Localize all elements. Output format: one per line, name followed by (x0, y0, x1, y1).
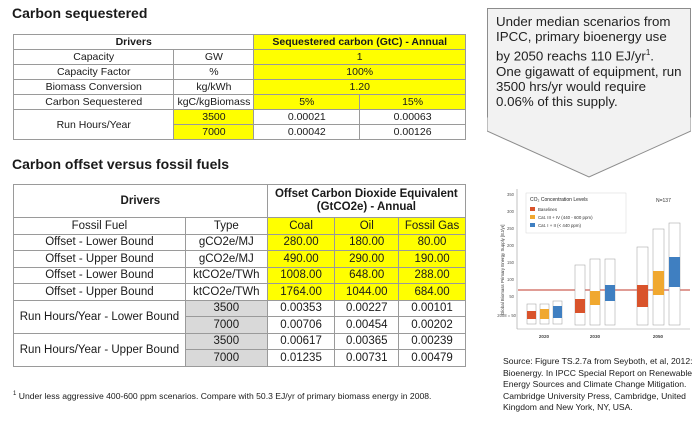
run-hours-value: 7000 (185, 350, 267, 367)
table-row (14, 267, 466, 284)
table-row (14, 80, 466, 95)
row-label: Offset - Upper Bound (14, 251, 186, 268)
header-sequestered-carbon: Sequestered carbon (GtC) - Annual (254, 35, 466, 50)
ytick: 150 (507, 260, 514, 265)
row-label: Offset - Upper Bound (14, 284, 186, 301)
figure-ylabel: Global Biomass Primary Energy Supply [EJ/yr] (500, 224, 505, 315)
bioenergy-figure (496, 187, 692, 345)
footnote (13, 389, 483, 402)
xtick: 2020 (538, 334, 550, 339)
table-row (14, 218, 466, 235)
figure-source-caption: Source: Figure TS.2.7a from Seyboth, et al, 2012: Bioenergy. In IPCC Special Report on Renewable Energy Sources and Climate Change Mitigation. Cambridge University Press, Cambridge, United Kingdom and New York, NY, USA. (503, 356, 693, 413)
callout-text-a: Under median scenarios from IPCC, primary bioenergy use by 2050 reachs 110 EJ/yr (496, 14, 671, 64)
cell-coal: 0.00617 (267, 333, 335, 350)
cell-oil: 1044.00 (335, 284, 399, 301)
cell-coal: 490.00 (267, 251, 335, 268)
row-unit: % (174, 65, 254, 80)
row-value: 15% (360, 95, 466, 110)
run-hours-label: Run Hours/Year (14, 110, 174, 140)
cell-gas: 0.00479 (399, 350, 466, 367)
xtick: 2050 (652, 334, 664, 339)
cell-oil: 180.00 (335, 234, 399, 251)
cell-coal: 1764.00 (267, 284, 335, 301)
row-unit: GW (174, 50, 254, 65)
table-row (14, 300, 466, 317)
footnote-text: Under less aggressive 400-600 ppm scenarios. Compare with 50.3 EJ/yr of primary biomass energy in 2008. (16, 390, 432, 401)
col-fossil-fuel: Fossil Fuel (14, 218, 186, 235)
cell-oil: 290.00 (335, 251, 399, 268)
cell-coal: 0.01235 (267, 350, 335, 367)
row-label: Offset - Lower Bound (14, 234, 186, 251)
footnote-mark: 1 (13, 391, 17, 397)
cell-gas: 0.00101 (399, 300, 466, 317)
row-value: 5% (254, 95, 360, 110)
cell-value: 0.00126 (360, 125, 466, 140)
col-type: Type (185, 218, 267, 235)
table-row (14, 65, 466, 80)
callout-box (487, 8, 691, 118)
cell-gas: 0.00239 (399, 333, 466, 350)
callout-text-b: . One gigawatt of equipment, run 3500 hrs/yr would require 0.06% of this supply. (496, 48, 682, 110)
col-oil: Oil (335, 218, 399, 235)
carbon-offset-table (13, 184, 466, 367)
run-hours-value: 7000 (185, 317, 267, 334)
run-hours-value: 3500 (185, 333, 267, 350)
heading-carbon-sequestered: Carbon sequestered (12, 5, 148, 21)
callout-arrow (487, 117, 691, 179)
ytick: 100 (507, 277, 514, 282)
carbon-sequestered-table (13, 34, 466, 140)
row-type: gCO2e/MJ (185, 251, 267, 268)
ytick: 250 (507, 226, 514, 231)
legend-baselines: Baselines (538, 207, 558, 212)
ytick: 350 (507, 192, 514, 197)
table-row (14, 284, 466, 301)
row-label: Carbon Sequestered (14, 95, 174, 110)
cell-coal: 280.00 (267, 234, 335, 251)
figure-n-label: N=137 (656, 198, 671, 204)
cell-oil: 0.00227 (335, 300, 399, 317)
row-value: 1.20 (254, 80, 466, 95)
cell-oil: 0.00454 (335, 317, 399, 334)
ytick: 2008 = 50 (497, 313, 516, 318)
row-label: Offset - Lower Bound (14, 267, 186, 284)
run-hours-value: 7000 (174, 125, 254, 140)
table-row (14, 251, 466, 268)
table-row (14, 234, 466, 251)
cell-coal: 0.00706 (267, 317, 335, 334)
table-row (14, 333, 466, 350)
cell-oil: 0.00365 (335, 333, 399, 350)
callout-footnote-mark: 1 (645, 47, 651, 57)
row-type: ktCO2e/TWh (185, 284, 267, 301)
row-unit: kg/kWh (174, 80, 254, 95)
ytick: 50 (509, 294, 514, 299)
table-row (14, 95, 466, 110)
row-unit: kgC/kgBiomass (174, 95, 254, 110)
cell-value: 0.00042 (254, 125, 360, 140)
run-hours-value: 3500 (174, 110, 254, 125)
run-hours-upper-label: Run Hours/Year - Upper Bound (14, 333, 186, 366)
col-coal: Coal (267, 218, 335, 235)
xtick: 2030 (589, 334, 601, 339)
cell-value: 0.00021 (254, 110, 360, 125)
row-value: 100% (254, 65, 466, 80)
header-drivers: Drivers (14, 185, 268, 218)
table-row (14, 50, 466, 65)
cell-gas: 80.00 (399, 234, 466, 251)
col-fossil-gas: Fossil Gas (399, 218, 466, 235)
ytick: 200 (507, 243, 514, 248)
row-value: 1 (254, 50, 466, 65)
run-hours-value: 3500 (185, 300, 267, 317)
ytick: 300 (507, 209, 514, 214)
cell-gas: 0.00202 (399, 317, 466, 334)
header-offset: Offset Carbon Dioxide Equivalent (GtCO2e) - Annual (267, 185, 465, 218)
header-drivers: Drivers (14, 35, 254, 50)
row-label: Biomass Conversion (14, 80, 174, 95)
table-row (14, 110, 466, 125)
row-label: Capacity (14, 50, 174, 65)
legend-cat34: Cat. III + IV (440 - 600 ppm) (538, 215, 593, 220)
cell-coal: 0.00353 (267, 300, 335, 317)
legend-cat12: Cat. I + II (< 440 ppm) (538, 223, 581, 228)
row-type: ktCO2e/TWh (185, 267, 267, 284)
row-label: Capacity Factor (14, 65, 174, 80)
cell-gas: 288.00 (399, 267, 466, 284)
heading-carbon-offset: Carbon offset versus fossil fuels (12, 156, 230, 172)
cell-gas: 190.00 (399, 251, 466, 268)
cell-oil: 0.00731 (335, 350, 399, 367)
row-type: gCO2e/MJ (185, 234, 267, 251)
cell-gas: 684.00 (399, 284, 466, 301)
figure-legend-title: CO₂ Concentration Levels (530, 197, 588, 203)
cell-value: 0.00063 (360, 110, 466, 125)
cell-coal: 1008.00 (267, 267, 335, 284)
cell-oil: 648.00 (335, 267, 399, 284)
run-hours-lower-label: Run Hours/Year - Lower Bound (14, 300, 186, 333)
